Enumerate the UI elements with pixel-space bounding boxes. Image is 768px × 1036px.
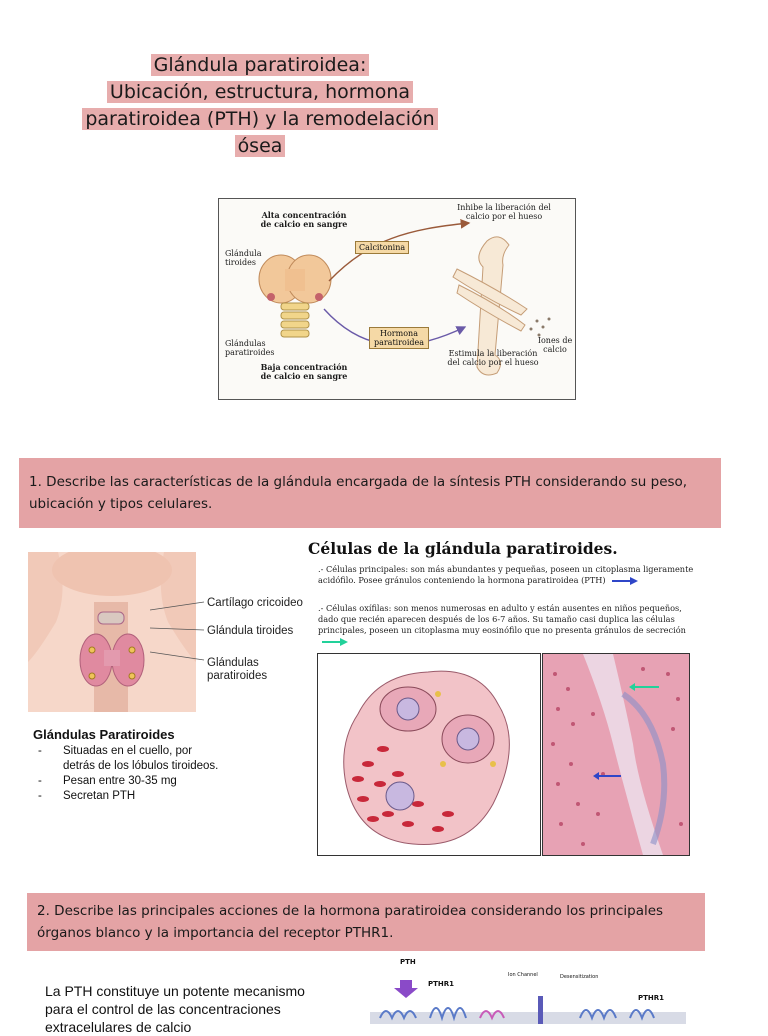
pth-box: Hormona paratiroidea xyxy=(369,327,429,349)
pthr1-receptor-illustration xyxy=(370,958,686,1024)
question-2 xyxy=(27,893,705,951)
pthr1-receptor-figure xyxy=(370,958,686,1024)
desensitization-label: Desensitization xyxy=(560,974,599,980)
title-line-2: Ubicación, estructura, hormona xyxy=(107,81,413,103)
calcium-ions-label: Iones de calcio xyxy=(537,336,573,354)
cell-structure-illustration xyxy=(318,654,540,855)
neck-label-leader-lines xyxy=(150,590,210,680)
question-1 xyxy=(19,458,721,528)
list-item: - Situadas en el cuello, por detrás de los lóbulos tiroideos. xyxy=(33,744,223,774)
cricoid-cartilage-label: Cartílago cricoideo xyxy=(207,597,303,609)
stimulate-label: Estimula la liberación del calcio por el hueso xyxy=(447,349,539,367)
histology-image xyxy=(542,653,690,856)
oxyphil-cells-description: .- Células oxífilas: son menos numerosas en adulto y están ausentes en niños pequeños, dado que recién aparecen después de los 6-7 años. Su tamaño casi duplica las células principales, poseen un citoplasma muy eosinófilo que no presenta gránulos de secreción xyxy=(318,603,686,635)
list-item: - Pesan entre 30-35 mg xyxy=(33,774,223,789)
high-calcium-label: Alta concentración de calcio en sangre xyxy=(260,210,348,229)
inhibit-label: Inhibe la liberación del calcio por el hueso xyxy=(457,203,551,221)
cells-title: Células de la glándula paratiroides. xyxy=(308,539,618,558)
low-calcium-label: Baja concentración de calcio en sangre xyxy=(260,362,348,381)
pth-label: PTH xyxy=(400,958,416,966)
title-line-4: ósea xyxy=(235,135,286,157)
thyroid-label: Glándula tiroides xyxy=(225,249,262,267)
page-title xyxy=(60,52,460,160)
glands-list xyxy=(33,744,223,804)
calcitonin-box: Calcitonina xyxy=(355,241,409,254)
principal-cells-description: .- Células principales: son más abundantes y pequeñas, poseen un citoplasma ligeramente acidófilo. Posee gránulos conteniendo la hormona paratiroidea (PTH) xyxy=(318,564,694,585)
pth-paragraph: La PTH constituye un potente mecanismo para el control de las concentraciones extracelulares de calcio xyxy=(45,983,305,1035)
pthr1-label: PTHR1 xyxy=(428,980,455,988)
parathyroid-glands-label: Glándulas paratiroides xyxy=(207,657,268,682)
thyroid-gland-label: Glándula tiroides xyxy=(207,625,294,637)
calcium-regulation-figure xyxy=(218,198,576,400)
title-line-1: Glándula paratiroidea: xyxy=(151,54,370,76)
list-item: - Secretan PTH xyxy=(33,789,223,804)
pthr1-label-right: PTHR1 xyxy=(638,994,665,1002)
glands-title: Glándulas Paratiroides xyxy=(33,727,175,742)
blue-arrow-icon xyxy=(612,577,638,585)
histology-micrograph xyxy=(543,654,689,855)
question-2-text: 2. Describe las principales acciones de la hormona paratiroidea considerando los principales órganos blanco y la importancia del receptor PTHR1. xyxy=(37,903,664,941)
parathyroid-label: Glándulas paratiroides xyxy=(225,339,275,357)
oxyphil-cells-text xyxy=(318,603,698,647)
question-1-text: 1. Describe las características de la glándula encargada de la síntesis PTH considerando su peso, ubicación y tipos celulares. xyxy=(29,474,688,512)
green-arrow-icon xyxy=(322,638,348,646)
ion-channel-label: Ion Channel xyxy=(508,972,538,978)
title-line-3: paratiroidea (PTH) y la remodelación xyxy=(82,108,437,130)
cell-structure-diagram xyxy=(317,653,541,856)
principal-cells-text xyxy=(318,564,698,586)
